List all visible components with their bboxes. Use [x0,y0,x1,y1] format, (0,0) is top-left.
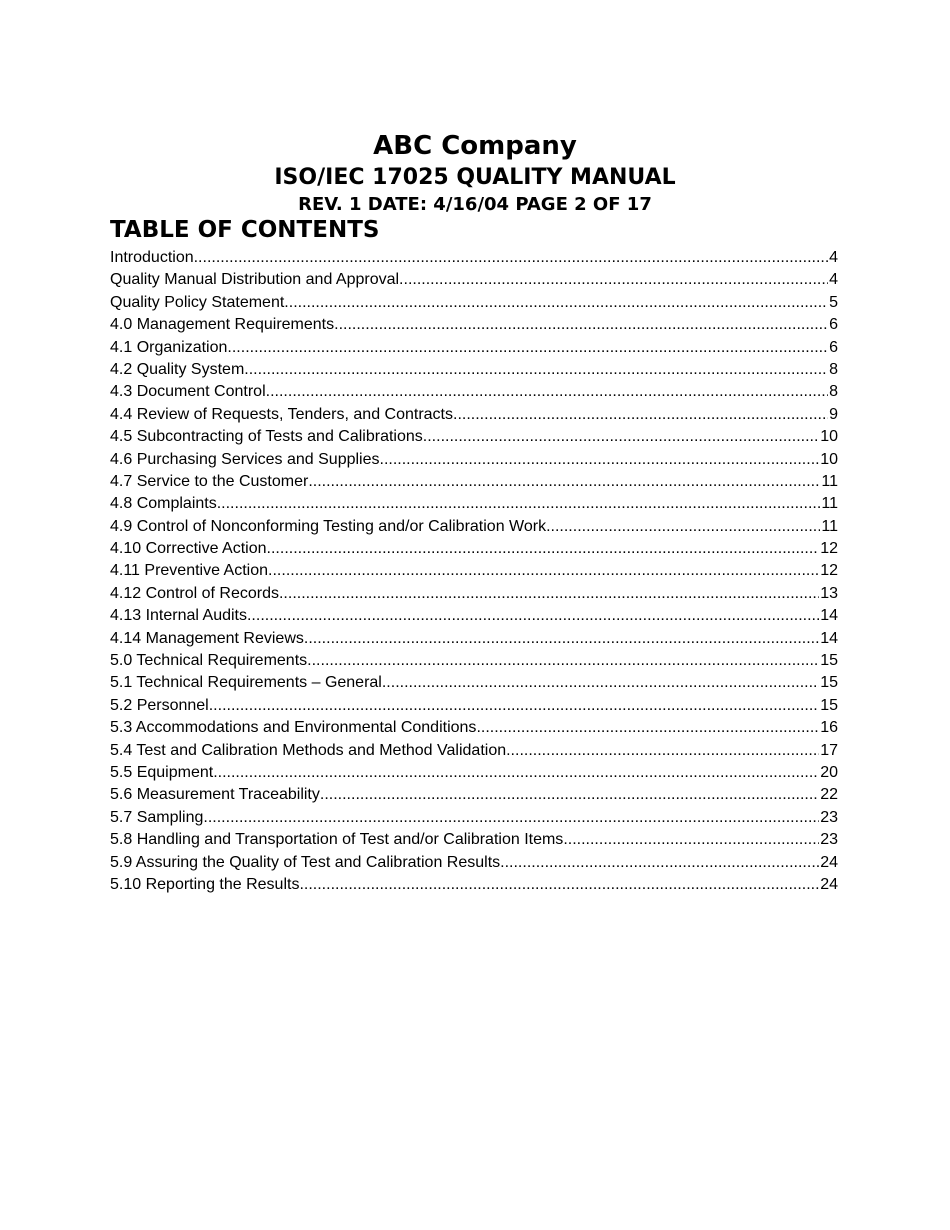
toc-entry-title: 5.2 Personnel [110,696,209,714]
toc-entry-page: 23 [820,831,838,849]
toc-entry-title: 5.3 Accommodations and Environmental Conditions [110,719,477,737]
toc-entry-page: 23 [820,808,838,826]
toc-entry-title: 4.8 Complaints [110,495,217,513]
toc-entry-page: 11 [821,495,838,513]
dot-leader [244,359,828,381]
toc-entry[interactable] [110,829,838,851]
toc-entry[interactable] [110,784,838,806]
dot-leader [194,247,828,269]
dot-leader [304,628,819,650]
toc-entry[interactable] [110,404,838,426]
dot-leader [227,337,828,359]
dot-leader [399,269,828,291]
toc-entry-title: 4.14 Management Reviews [110,629,304,647]
toc-entry[interactable] [110,269,838,291]
dot-leader [320,784,819,806]
dot-leader [247,605,819,627]
dot-leader [209,695,819,717]
toc-entry-title: 4.0 Management Requirements [110,316,335,334]
toc-entry-page: 16 [820,719,838,737]
toc-entry-page: 10 [820,450,838,468]
dot-leader [506,740,819,762]
toc-entry-title: 4.1 Organization [110,338,228,356]
dot-leader [453,404,828,426]
dot-leader [213,762,819,784]
toc-entry-title: 4.13 Internal Audits [110,607,247,625]
dot-leader [563,829,819,851]
toc-entry-page: 8 [829,360,838,378]
toc-entry-page: 11 [821,517,838,535]
dot-leader [380,449,820,471]
toc-entry-title: 4.6 Purchasing Services and Supplies [110,450,380,468]
toc-entry[interactable] [110,359,838,381]
toc-entry-title: Quality Policy Statement [110,293,285,311]
toc-entry[interactable] [110,426,838,448]
toc-entry-title: 4.2 Quality System [110,360,245,378]
toc-entry-page: 4 [829,249,838,266]
toc-entry[interactable] [110,807,838,829]
document-title: ISO/IEC 17025 QUALITY MANUAL [274,165,676,190]
toc-entry-page: 22 [820,786,838,804]
toc-entry-page: 24 [820,853,838,871]
toc-entry-page: 9 [829,405,838,423]
toc-entry-page: 17 [820,741,838,759]
dot-leader [284,292,828,314]
dot-leader [217,493,821,515]
toc-entry[interactable] [110,381,838,403]
toc-entry[interactable] [110,695,838,717]
dot-leader [334,314,828,336]
toc-entry[interactable] [110,292,838,314]
toc-entry[interactable] [110,874,838,896]
dot-leader [476,717,819,739]
dot-leader [266,381,828,403]
dot-leader [423,426,819,448]
toc-entry[interactable] [110,672,838,694]
revision-line: REV. 1 DATE: 4/16/04 PAGE 2 OF 17 [298,194,652,215]
toc-entry-page: 13 [820,584,838,602]
toc-entry[interactable] [110,247,838,269]
company-name: ABC Company [373,131,577,161]
toc-entry[interactable] [110,650,838,672]
dot-leader [203,807,819,829]
toc-entry-title: 5.10 Reporting the Results [110,875,300,893]
toc-entry[interactable] [110,740,838,762]
toc-entry[interactable] [110,583,838,605]
toc-entry-title: 5.7 Sampling [110,808,204,826]
toc-entry-title: 4.7 Service to the Customer [110,472,309,490]
toc-entry[interactable] [110,516,838,538]
toc-entry-title: 4.5 Subcontracting of Tests and Calibrations [110,428,423,446]
dot-leader [307,650,819,672]
toc-entry-title: 4.12 Control of Records [110,584,279,602]
toc-entry-page: 15 [820,696,838,714]
toc-entry-title: 5.5 Equipment [110,763,214,781]
table-of-contents [110,247,838,896]
toc-entry[interactable] [110,449,838,471]
toc-entry-title: 5.8 Handling and Transportation of Test and/or Calibration Items [110,831,564,849]
toc-entry-title: 5.0 Technical Requirements [110,652,308,670]
toc-entry-page: 6 [829,316,838,334]
toc-entry[interactable] [110,560,838,582]
dot-leader [308,471,820,493]
dot-leader [267,538,820,560]
toc-entry-page: 15 [820,652,838,670]
toc-entry-title: 5.1 Technical Requirements – General [110,674,382,692]
toc-entry-title: 4.10 Corrective Action [110,540,267,558]
dot-leader [299,874,819,896]
toc-entry-title: 5.9 Assuring the Quality of Test and Calibration Results [110,853,501,871]
toc-entry-title: 4.3 Document Control [110,383,266,401]
toc-entry-page: 24 [820,875,838,893]
toc-entry-title: 4.4 Review of Requests, Tenders, and Contracts [110,405,453,423]
toc-entry-title: 4.9 Control of Nonconforming Testing and/or Calibration Work [110,517,547,535]
toc-entry[interactable] [110,493,838,515]
toc-entry-page: 5 [829,293,838,311]
toc-entry[interactable] [110,628,838,650]
toc-entry-page: 12 [820,540,838,558]
toc-entry-page: 4 [829,271,838,289]
toc-entry-page: 14 [820,629,838,647]
toc-entry-title: 5.4 Test and Calibration Methods and Method Validation [110,741,507,759]
toc-entry[interactable] [110,852,838,874]
dot-leader [382,672,819,694]
toc-entry[interactable] [110,538,838,560]
toc-entry-page: 6 [829,338,838,356]
toc-entry-page: 20 [820,763,838,781]
toc-entry[interactable] [110,314,838,336]
dot-leader [500,852,819,874]
toc-entry[interactable] [110,762,838,784]
toc-entry[interactable] [110,471,838,493]
toc-entry[interactable] [110,605,838,627]
toc-entry-page: 10 [820,428,838,446]
dot-leader [268,560,819,582]
toc-entry-page: 11 [821,472,838,490]
toc-entry-title: 5.6 Measurement Traceability [110,786,320,804]
toc-heading: TABLE OF CONTENTS [110,217,380,243]
toc-entry-page: 12 [820,562,838,580]
toc-entry-page: 14 [820,607,838,625]
toc-entry[interactable] [110,717,838,739]
toc-entry-page: 8 [829,383,838,401]
toc-entry-title: Introduction [110,249,194,266]
dot-leader [279,583,819,605]
toc-entry-page: 15 [820,674,838,692]
dot-leader [546,516,820,538]
toc-entry-title: Quality Manual Distribution and Approval [110,271,400,289]
toc-entry[interactable] [110,337,838,359]
toc-entry-title: 4.11 Preventive Action [110,562,269,580]
